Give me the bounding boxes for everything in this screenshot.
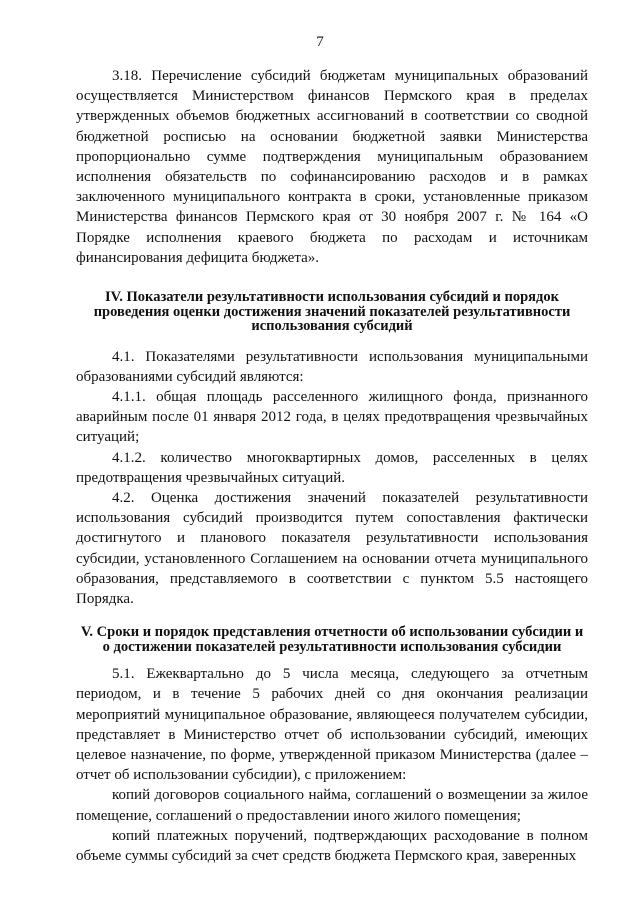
paragraph-copies-contracts: копий договоров социального найма, соглашений о возмещении за жилое помещение, соглашений о предоставлении иного жилого помещения; bbox=[76, 787, 588, 824]
document-body bbox=[76, 66, 588, 866]
paragraph-4-1-2: 4.1.2. количество многоквартирных домов, расселенных в целях предотвращения чрезвычайных ситуаций. bbox=[76, 449, 588, 486]
spacer bbox=[76, 268, 588, 290]
spacer bbox=[76, 334, 588, 347]
section-4-heading: IV. Показатели результативности использования субсидий и порядок проведения оценки достижения значений показателей результативности использования субсидий bbox=[93, 289, 571, 335]
page-number: 7 bbox=[316, 34, 324, 50]
paragraph-4-2: 4.2. Оценка достижения значений показателей результативности использования субсидий производится путем сопоставления фактически достигнутого и планового показателя результативности использования субсидии, установленного Соглашением на основании отчета муниципального образования, представляемого в соответствии с пунктом 5.5 настоящего Порядка. bbox=[76, 489, 588, 607]
paragraph-copies-payments: копий платежных поручений, подтверждающих расходование в полном объеме суммы субсидий за счет средств бюджета Пермского края, заверенных bbox=[76, 827, 588, 864]
paragraph-4-1-1: 4.1.1. общая площадь расселенного жилищного фонда, признанного аварийным после 01 января 2012 года, в целях предотвращения чрезвычайных ситуаций; bbox=[76, 388, 588, 446]
paragraph-4-1: 4.1. Показателями результативности использования муниципальными образованиями субсидий являются: bbox=[76, 348, 588, 385]
spacer bbox=[76, 609, 588, 625]
paragraph-3-18: 3.18. Перечисление субсидий бюджетам муниципальных образований осуществляется Министерством финансов Пермского края в пределах утвержденных объемов бюджетных ассигнований в соответствии со сводной бюджетной росписью на основании бюджетной заявки Министерства пропорционально сумме подтверждения муниципальным образованием исполнения обязательств по софинансированию расходов и в рамках заключенного муниципального контракта в сроки, установленные приказом Министерства финансов Пермского края от 30 ноября 2007 г. № 164 «О Порядке исполнения краевого бюджета по расходам и источникам финансирования дефицита бюджета». bbox=[76, 68, 588, 266]
paragraph-5-1: 5.1. Ежеквартально до 5 числа месяца, следующего за отчетным периодом, и в течение 5 рабочих дней со дня окончания реализации мероприятий муниципальное образование, являющееся получателем субсидии, представляет в Министерство отчет об использовании субсидий, имеющих целевое назначение, по форме, утвержденной приказом Министерства (далее – отчет об использовании субсидии), с приложением: bbox=[76, 666, 588, 784]
spacer bbox=[76, 654, 588, 664]
section-5-heading: V. Сроки и порядок представления отчетности об использовании субсидии и о достижении показателей результативности использования субсидии bbox=[80, 624, 584, 655]
